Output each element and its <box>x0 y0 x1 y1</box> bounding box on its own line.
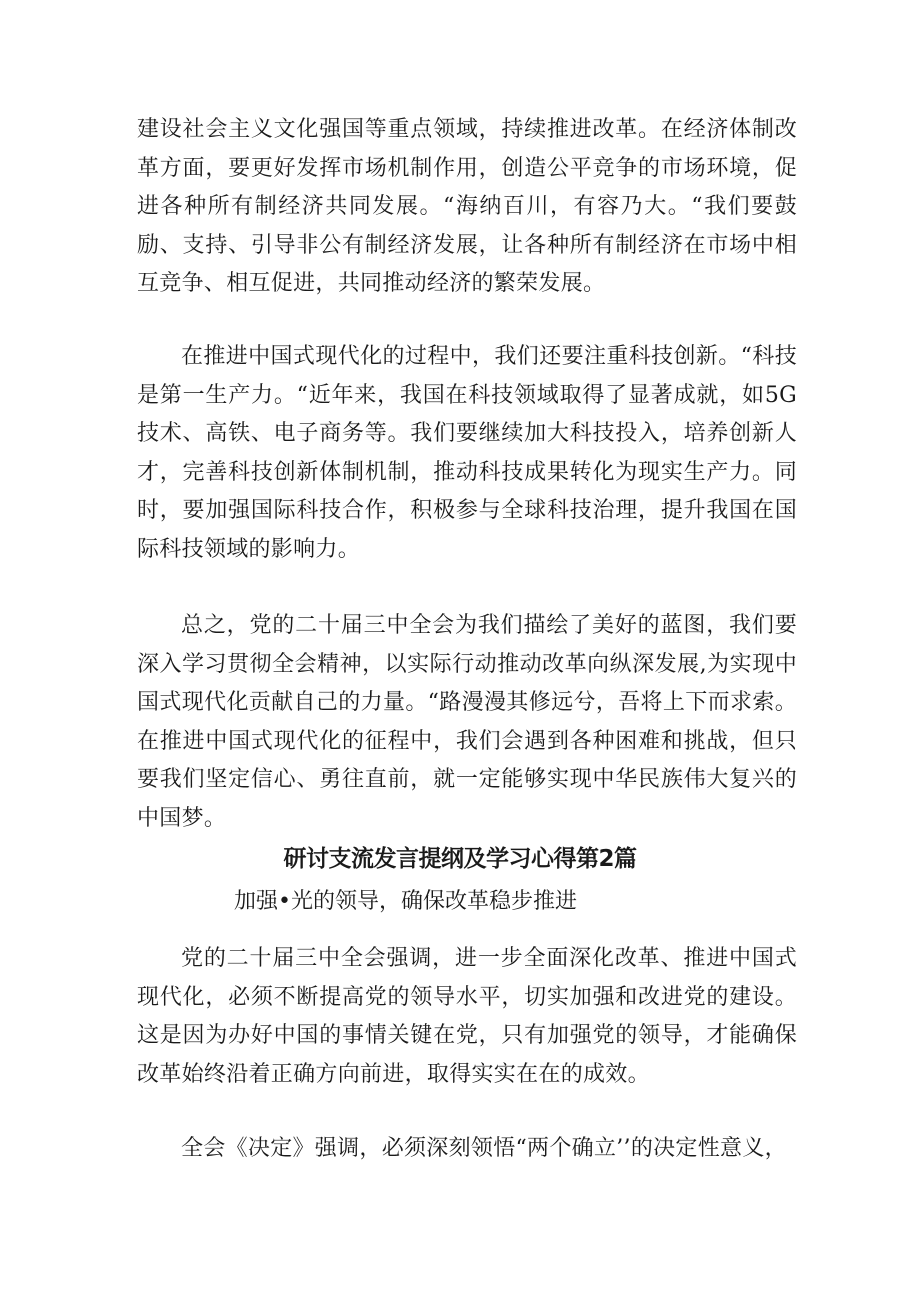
paragraph-conclusion: 总之，党的二十届三中全会为我们描绘了美好的蓝图，我们要深入学习贯彻全会精神，以实际行动推动改革向纵深发展,为实现中国式现代化贡献自己的力量。“路漫漫其修远兮，吾将上下而求索。在推进中国式现代化的征程中，我们会遇到各种困难和挑战，但只要我们坚定信心、勇往直前，就一定能够实现中华民族伟大复兴的中国梦。 <box>137 613 797 831</box>
section-title: 研讨支流发言提纲及学习心得第2篇 <box>283 846 637 872</box>
paragraph-party-leadership: 党的二十届三中全会强调，进一步全面深化改革、推进中国式现代化，必须不断提高党的领导水平，切实加强和改进党的建设。这是因为办好中国的事情关键在党，只有加强党的领导，才能确保改革始终沿着正确方向前进，取得实实在在的成效。 <box>137 946 797 1087</box>
section-subtitle: 加强•光的领导，确保改革稳步推进 <box>234 889 577 914</box>
paragraph-decision: 全会《决定》强调，必须深刻领悟“两个确立’’的决定性意义， <box>181 1136 787 1161</box>
paragraph-economic-reform: 建设社会主义文化强国等重点领域，持续推进改革。在经济体制改革方面，要更好发挥市场机制作用，创造公平竞争的市场环境，促进各种所有制经济共同发展。“海纳百川，有容乃大。“我们要鼓励、支持、引导非公有制经济发展，让各种所有制经济在市场中相互竞争、相互促进，共同推动经济的繁荣发展。 <box>137 117 797 296</box>
paragraph-tech-innovation: 在推进中国式现代化的过程中，我们还要注重科技创新。“科技是第一生产力。“近年来，我国在科技领域取得了显著成就，如5G技术、高铁、电子商务等。我们要继续加大科技投入，培养创新人才，完善科技创新体制机制，推动科技成果转化为现实生产力。同时，要加强国际科技合作，积极参与全球科技治理，提升我国在国际科技领域的影响力。 <box>137 344 797 562</box>
